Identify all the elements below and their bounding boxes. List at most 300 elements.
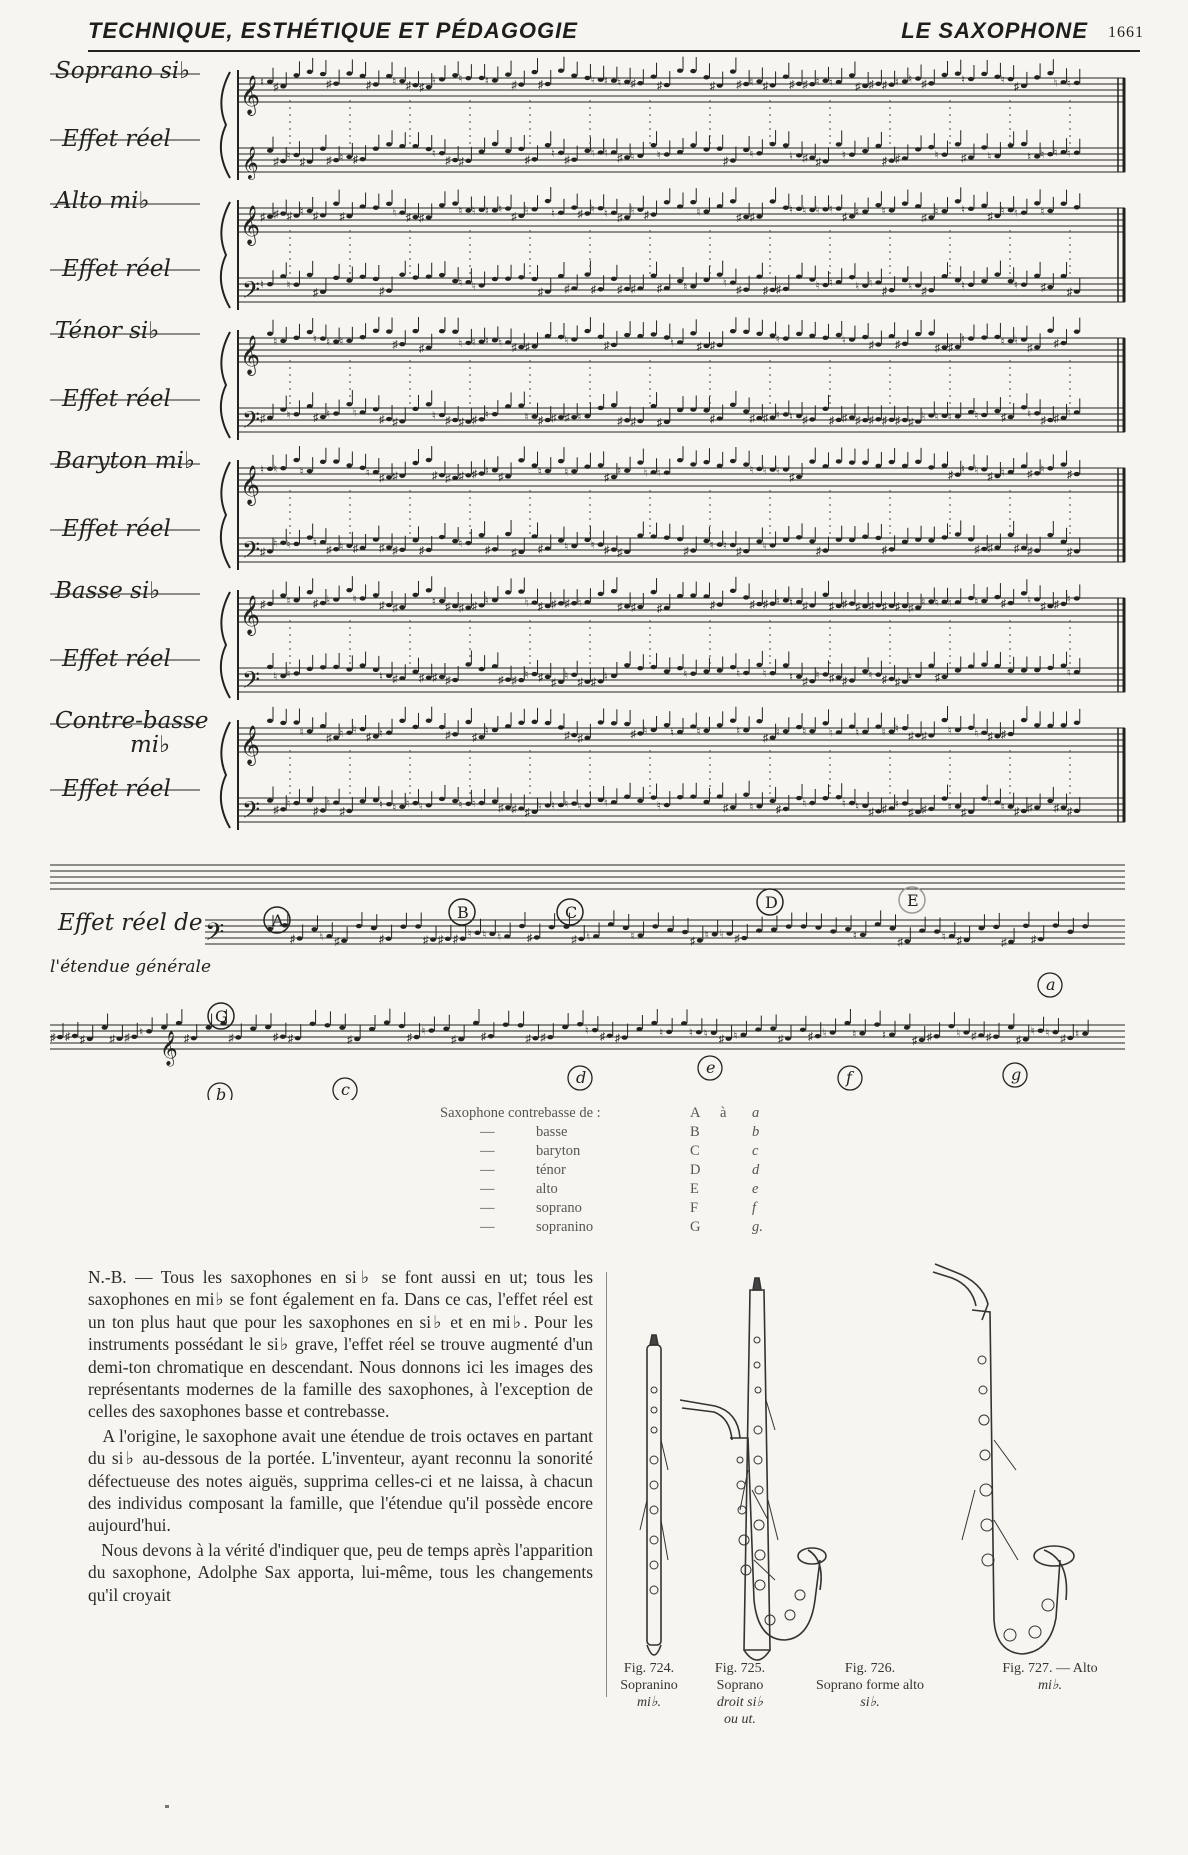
svg-text:♮: ♮ (326, 408, 331, 421)
svg-text:♯: ♯ (260, 412, 266, 425)
svg-text:♯: ♯ (392, 339, 398, 352)
bass-clef-icon: 𝄢 (242, 668, 261, 699)
svg-text:♮: ♮ (339, 335, 344, 348)
svg-text:♯: ♯ (828, 672, 835, 685)
svg-text:♮: ♮ (590, 539, 595, 552)
score-system (50, 57, 1125, 180)
svg-text:♯: ♯ (868, 78, 874, 91)
legend-row: — baryton C c (480, 1143, 759, 1159)
svg-text:♯: ♯ (921, 803, 927, 816)
svg-text:♮: ♮ (656, 467, 661, 480)
svg-text:♮: ♮ (1066, 77, 1071, 90)
svg-text:♮: ♮ (974, 464, 979, 477)
legend-row: — soprano F f (480, 1200, 757, 1216)
svg-text:♯: ♯ (894, 338, 901, 351)
svg-text:♮: ♮ (421, 1025, 426, 1038)
note-run (260, 390, 1080, 429)
svg-text:♯: ♯ (643, 209, 650, 222)
svg-text:♮: ♮ (789, 671, 793, 684)
svg-text:♮: ♮ (1013, 334, 1018, 347)
svg-text:♯: ♯ (458, 155, 464, 168)
range-end-marker (1003, 1063, 1027, 1087)
svg-text:♯: ♯ (484, 544, 491, 557)
instrument-label: Basse si♭ (55, 578, 161, 604)
svg-text:♯: ♯ (775, 283, 782, 296)
svg-text:♯: ♯ (511, 675, 517, 688)
svg-text:♯: ♯ (734, 933, 740, 946)
treble-clef-icon: 𝄞 (240, 467, 261, 504)
svg-text:♮: ♮ (1053, 77, 1058, 90)
svg-text:♯: ♯ (921, 212, 927, 225)
note-run (260, 576, 1080, 615)
svg-text:♯: ♯ (418, 544, 425, 557)
range-label-line1: Effet réel de (58, 910, 203, 936)
note-run (267, 706, 1080, 745)
svg-text:♮: ♮ (960, 279, 965, 292)
header-left-title: TECHNIQUE, ESTHÉTIQUE ET PÉDAGOGIE (88, 18, 578, 43)
svg-text:♯: ♯ (736, 79, 742, 92)
curved-soprano-saxophone-image (680, 1400, 826, 1640)
svg-text:♮: ♮ (550, 800, 555, 813)
treble-clef-icon: 𝄞 (240, 337, 261, 374)
svg-text:♮: ♮ (392, 207, 397, 220)
svg-text:♯: ♯ (260, 546, 266, 559)
svg-text:g: g (1011, 1065, 1022, 1084)
range-label-line2: l'étendue générale (50, 957, 212, 977)
svg-text:♮: ♮ (881, 726, 886, 739)
svg-text:♮: ♮ (352, 724, 357, 737)
svg-text:♮: ♮ (260, 463, 264, 476)
svg-text:♯: ♯ (378, 933, 385, 946)
svg-text:♯: ♯ (736, 211, 742, 224)
svg-text:♯: ♯ (312, 412, 319, 425)
svg-text:♯: ♯ (841, 211, 848, 224)
svg-text:♯: ♯ (656, 80, 663, 93)
svg-text:♮: ♮ (564, 334, 569, 347)
svg-text:♮: ♮ (471, 280, 476, 293)
svg-text:♮: ♮ (828, 277, 833, 290)
svg-text:♯: ♯ (392, 416, 398, 429)
legend-row: Saxophone contrebasse de : A à a (440, 1105, 760, 1121)
instrument-label: Contre-basse (55, 708, 209, 734)
svg-text:♮: ♮ (352, 407, 357, 420)
svg-text:♯: ♯ (807, 1031, 814, 1044)
svg-text:♮: ♮ (1045, 1027, 1050, 1040)
svg-text:♮: ♮ (941, 931, 946, 944)
svg-text:♮: ♮ (947, 725, 952, 738)
treble-staff (238, 598, 1125, 622)
svg-text:♯: ♯ (960, 806, 967, 819)
svg-text:B: B (457, 903, 469, 922)
svg-text:♮: ♮ (326, 594, 331, 607)
svg-text:♯: ♯ (524, 154, 531, 167)
svg-text:♯: ♯ (511, 546, 517, 559)
svg-text:♮: ♮ (139, 1026, 144, 1039)
svg-text:♯: ♯ (286, 210, 292, 223)
svg-text:♯: ♯ (947, 469, 954, 482)
effect-label: Effet réel (62, 776, 171, 802)
svg-text:♯: ♯ (299, 156, 306, 169)
svg-text:♯: ♯ (921, 730, 927, 743)
svg-text:♯: ♯ (1060, 1032, 1066, 1045)
svg-text:♮: ♮ (1000, 336, 1005, 349)
svg-text:♯: ♯ (926, 1031, 933, 1044)
svg-text:♯: ♯ (423, 934, 429, 947)
svg-text:♮: ♮ (1066, 667, 1071, 680)
svg-text:♮: ♮ (934, 596, 939, 609)
svg-text:♯: ♯ (272, 1031, 279, 1044)
svg-text:♮: ♮ (828, 727, 833, 740)
svg-text:c: c (341, 1080, 350, 1099)
svg-text:♯: ♯ (392, 470, 398, 483)
svg-text:♮: ♮ (775, 595, 780, 608)
svg-text:♯: ♯ (894, 676, 901, 689)
svg-text:♯: ♯ (841, 598, 848, 611)
svg-text:♮: ♮ (484, 205, 489, 218)
range-end-marker (698, 1056, 722, 1080)
svg-text:♮: ♮ (379, 727, 383, 740)
svg-text:♯: ♯ (379, 414, 385, 427)
svg-text:♯: ♯ (445, 155, 451, 168)
svg-text:♮: ♮ (603, 75, 608, 88)
svg-text:♮: ♮ (709, 539, 714, 552)
svg-text:♮: ♮ (352, 593, 357, 606)
svg-text:♯: ♯ (881, 285, 888, 298)
svg-text:♯: ♯ (630, 728, 636, 741)
svg-text:♮: ♮ (828, 77, 833, 90)
svg-text:♯: ♯ (709, 340, 716, 353)
svg-text:♮: ♮ (974, 410, 979, 423)
svg-text:♯: ♯ (986, 1031, 992, 1044)
svg-text:♮: ♮ (775, 333, 780, 346)
svg-text:♯: ♯ (550, 412, 557, 425)
svg-text:♮: ♮ (471, 798, 476, 811)
svg-text:♮: ♮ (894, 723, 899, 736)
treble-clef-icon: 𝄞 (240, 597, 261, 634)
svg-text:♮: ♮ (789, 150, 793, 163)
svg-text:e: e (706, 1058, 716, 1077)
svg-text:♯: ♯ (498, 802, 504, 815)
svg-text:♯: ♯ (525, 1033, 531, 1046)
svg-text:♮: ♮ (590, 74, 595, 87)
svg-text:♯: ♯ (617, 283, 623, 296)
svg-text:♯: ♯ (828, 600, 835, 613)
lower-staff (238, 798, 1125, 822)
svg-text:♮: ♮ (339, 540, 344, 553)
svg-text:♯: ♯ (273, 208, 279, 221)
svg-text:♯: ♯ (789, 471, 795, 484)
svg-text:♮: ♮ (1053, 147, 1058, 160)
svg-text:♯: ♯ (498, 471, 504, 484)
svg-text:♯: ♯ (260, 211, 266, 224)
svg-text:♯: ♯ (897, 936, 903, 949)
svg-text:♯: ♯ (1040, 601, 1046, 614)
svg-text:♮: ♮ (458, 798, 463, 811)
svg-text:♮: ♮ (312, 537, 317, 550)
svg-text:♮: ♮ (762, 464, 767, 477)
score-system (50, 317, 1125, 440)
note-run (267, 130, 1080, 169)
svg-text:♯: ♯ (1027, 545, 1033, 558)
svg-text:♮: ♮ (273, 671, 278, 684)
svg-text:♯: ♯ (312, 286, 319, 299)
svg-text:♯: ♯ (287, 1033, 294, 1046)
svg-text:♮: ♮ (260, 76, 264, 89)
svg-text:♮: ♮ (960, 74, 965, 87)
svg-text:♯: ♯ (934, 671, 941, 684)
svg-text:♯: ♯ (511, 803, 517, 816)
range-marker (449, 899, 475, 925)
svg-text:♯: ♯ (406, 1032, 413, 1045)
svg-text:♮: ♮ (947, 801, 952, 814)
svg-text:♮: ♮ (431, 74, 436, 87)
svg-text:♯: ♯ (564, 730, 570, 743)
svg-text:d: d (576, 1068, 587, 1087)
svg-text:♮: ♮ (722, 277, 727, 290)
svg-text:♮: ♮ (431, 148, 436, 161)
svg-text:♮: ♮ (1040, 463, 1045, 476)
svg-text:♯: ♯ (339, 211, 345, 224)
svg-text:♮: ♮ (828, 203, 833, 216)
svg-text:♮: ♮ (841, 149, 846, 162)
svg-text:♮: ♮ (630, 204, 635, 217)
svg-text:♮: ♮ (299, 466, 304, 479)
svg-text:♮: ♮ (855, 280, 860, 293)
svg-text:♮: ♮ (683, 668, 688, 681)
effect-label: Effet réel (62, 516, 171, 542)
svg-text:♯: ♯ (1053, 338, 1060, 351)
svg-text:♯: ♯ (908, 602, 914, 615)
svg-text:♮: ♮ (1013, 279, 1018, 292)
svg-text:♯: ♯ (987, 731, 993, 744)
column-rule (606, 1272, 607, 1697)
svg-text:♮: ♮ (326, 797, 331, 810)
svg-text:♯: ♯ (273, 81, 279, 94)
svg-text:♮: ♮ (286, 668, 291, 681)
svg-text:♮: ♮ (656, 149, 661, 162)
svg-text:♯: ♯ (947, 342, 954, 355)
svg-text:♯: ♯ (974, 543, 980, 556)
caption-fig-727: Fig. 727. — Alto mi♭. (1002, 1661, 1098, 1693)
svg-text:♯: ♯ (273, 804, 279, 817)
note-run (267, 317, 1080, 355)
svg-text:♮: ♮ (947, 597, 952, 610)
svg-text:♮: ♮ (537, 466, 542, 479)
svg-text:♮: ♮ (577, 800, 582, 813)
svg-text:♮: ♮ (299, 205, 304, 218)
svg-text:♯: ♯ (841, 412, 848, 425)
svg-text:♮: ♮ (841, 334, 846, 347)
svg-text:♯: ♯ (1027, 468, 1033, 481)
svg-text:♯: ♯ (352, 543, 359, 556)
svg-text:♯: ♯ (339, 806, 345, 819)
svg-text:♮: ♮ (471, 204, 476, 217)
svg-text:♮: ♮ (881, 205, 886, 218)
svg-text:♯: ♯ (445, 675, 451, 688)
svg-text:♯: ♯ (614, 1032, 621, 1045)
svg-text:♮: ♮ (471, 336, 476, 349)
svg-text:♮: ♮ (260, 279, 264, 292)
svg-text:♯: ♯ (1001, 936, 1007, 949)
svg-text:♯: ♯ (437, 933, 444, 946)
svg-text:♮: ♮ (815, 75, 820, 88)
svg-text:♯: ♯ (881, 79, 888, 92)
svg-text:♮: ♮ (319, 931, 324, 944)
svg-text:♯: ♯ (762, 598, 769, 611)
svg-text:♯: ♯ (855, 601, 861, 614)
svg-text:♯: ♯ (524, 806, 531, 819)
svg-text:♮: ♮ (564, 541, 569, 554)
treble-clef-icon: 𝄞 (240, 727, 261, 764)
svg-text:♯: ♯ (392, 602, 398, 615)
svg-text:♯: ♯ (431, 671, 438, 684)
effect-label: Effet réel (62, 126, 171, 152)
paragraph-truth: Nous devons à la vérité d'indiquer que, peu de temps après l'apparition du saxophone, Adolphe Sax apporta, lui-même, tous les changements qu'il croyait (88, 1539, 593, 1605)
svg-text:♮: ♮ (775, 409, 780, 422)
svg-text:♮: ♮ (1000, 801, 1005, 814)
svg-text:♯: ♯ (603, 544, 610, 557)
svg-text:♮: ♮ (749, 463, 754, 476)
svg-text:♮: ♮ (392, 801, 397, 814)
svg-text:♯: ♯ (789, 78, 795, 91)
svg-text:♯: ♯ (365, 731, 372, 744)
svg-text:♮: ♮ (1027, 151, 1032, 164)
svg-text:♮: ♮ (855, 206, 860, 219)
svg-text:♮: ♮ (643, 724, 648, 737)
svg-text:♮: ♮ (1040, 149, 1045, 162)
svg-text:♮: ♮ (484, 725, 489, 738)
svg-text:♮: ♮ (1066, 593, 1071, 606)
svg-text:♯: ♯ (603, 472, 610, 485)
svg-text:♯: ♯ (802, 79, 808, 92)
svg-text:♯: ♯ (617, 601, 623, 614)
svg-text:♮: ♮ (524, 204, 529, 217)
svg-text:♮: ♮ (630, 930, 635, 943)
svg-text:♮: ♮ (273, 537, 278, 550)
svg-text:♮: ♮ (339, 151, 344, 164)
svg-text:♯: ♯ (762, 80, 769, 93)
svg-text:♯: ♯ (1053, 802, 1060, 815)
svg-text:♮: ♮ (1000, 467, 1005, 480)
svg-text:♮: ♮ (286, 279, 291, 292)
instrument-label-line2: mi♭ (130, 732, 171, 758)
svg-text:♮: ♮ (762, 668, 767, 681)
svg-text:♮: ♮ (704, 929, 709, 942)
svg-text:♮: ♮ (894, 798, 899, 811)
svg-text:♯: ♯ (379, 285, 385, 298)
range-system (50, 865, 1125, 1100)
note-run (260, 446, 1080, 485)
svg-text:♯: ♯ (599, 1030, 606, 1043)
svg-text:♯: ♯ (405, 212, 411, 225)
svg-text:♯: ♯ (921, 285, 927, 298)
svg-text:♯: ♯ (471, 732, 478, 745)
svg-text:♯: ♯ (540, 1032, 546, 1045)
svg-text:♮: ♮ (1030, 1025, 1035, 1038)
svg-text:♮: ♮ (822, 1027, 827, 1040)
ink-speck (165, 1805, 169, 1808)
svg-text:♮: ♮ (584, 1025, 589, 1038)
bass-clef-icon: 𝄢 (242, 278, 261, 309)
svg-text:♮: ♮ (789, 203, 793, 216)
note-run (260, 187, 1080, 224)
svg-text:♯: ♯ (1066, 469, 1073, 482)
svg-text:♮: ♮ (736, 725, 741, 738)
effect-label: Effet réel (62, 256, 171, 282)
range-end-marker (333, 1078, 357, 1100)
svg-text:♯: ♯ (749, 211, 755, 224)
svg-text:♯: ♯ (577, 208, 583, 221)
svg-text:♯: ♯ (564, 283, 570, 296)
legend-row: — sopranino G g. (480, 1219, 763, 1235)
range-marker (757, 889, 783, 915)
svg-text:♮: ♮ (286, 538, 291, 551)
svg-text:♮: ♮ (815, 280, 820, 293)
svg-text:♯: ♯ (802, 676, 808, 689)
svg-text:♯: ♯ (868, 414, 874, 427)
svg-text:♮: ♮ (431, 410, 436, 423)
svg-text:♯: ♯ (630, 602, 636, 615)
svg-text:♮: ♮ (775, 464, 780, 477)
svg-text:♮: ♮ (852, 929, 857, 942)
svg-text:♯: ♯ (987, 210, 993, 223)
range-end-marker (568, 1066, 592, 1090)
svg-text:♯: ♯ (987, 542, 993, 555)
svg-text:♯: ♯ (1013, 542, 1020, 555)
svg-text:♮: ♮ (379, 670, 383, 683)
svg-text:♮: ♮ (326, 336, 331, 349)
svg-text:♮: ♮ (586, 931, 591, 944)
svg-text:♮: ♮ (908, 73, 913, 86)
svg-text:♮: ♮ (273, 335, 278, 348)
svg-text:♯: ♯ (1013, 80, 1020, 93)
svg-text:♮: ♮ (590, 203, 595, 216)
svg-text:♮: ♮ (458, 337, 463, 350)
svg-text:♮: ♮ (656, 800, 661, 813)
svg-text:♮: ♮ (431, 596, 436, 609)
svg-text:♯: ♯ (326, 544, 332, 557)
range-marker (899, 887, 925, 913)
svg-text:♯: ♯ (458, 602, 464, 615)
svg-text:♮: ♮ (564, 669, 569, 682)
svg-text:♯: ♯ (709, 80, 716, 93)
svg-text:♮: ♮ (458, 277, 463, 290)
svg-text:♯: ♯ (418, 672, 425, 685)
svg-text:♮: ♮ (550, 147, 555, 160)
svg-text:♯: ♯ (537, 601, 544, 614)
svg-text:♮: ♮ (894, 76, 899, 89)
svg-text:♮: ♮ (484, 75, 489, 88)
svg-text:♮: ♮ (974, 596, 979, 609)
svg-text:♯: ♯ (828, 414, 835, 427)
svg-text:♯: ♯ (537, 415, 544, 428)
svg-text:♯: ♯ (379, 472, 385, 485)
svg-text:♯: ♯ (1013, 806, 1020, 819)
svg-text:♮: ♮ (802, 797, 807, 810)
svg-text:♯: ♯ (289, 933, 296, 946)
svg-text:♯: ♯ (881, 414, 888, 427)
svg-text:♯: ♯ (956, 935, 963, 948)
svg-text:♮: ♮ (749, 801, 754, 814)
svg-text:♮: ♮ (789, 597, 793, 610)
instrument-label: Alto mi♭ (55, 188, 150, 214)
svg-text:♯: ♯ (736, 284, 742, 297)
svg-text:♯: ♯ (815, 545, 821, 558)
svg-text:♮: ♮ (577, 597, 582, 610)
paragraph-origin: A l'origine, le saxophone avait une étendue de trois octaves en partant du si♭ au-dessous de la portée. L'inventeur, ayant reconnu la sonorité défectueuse des notes aiguës, supprima celles-ci et ne laissa, à chacun des individus composant la famille, que l'étendue qu'il possède encore aujourd'hui. (88, 1425, 594, 1536)
svg-text:♯: ♯ (868, 806, 874, 819)
svg-text:♯: ♯ (471, 468, 478, 481)
